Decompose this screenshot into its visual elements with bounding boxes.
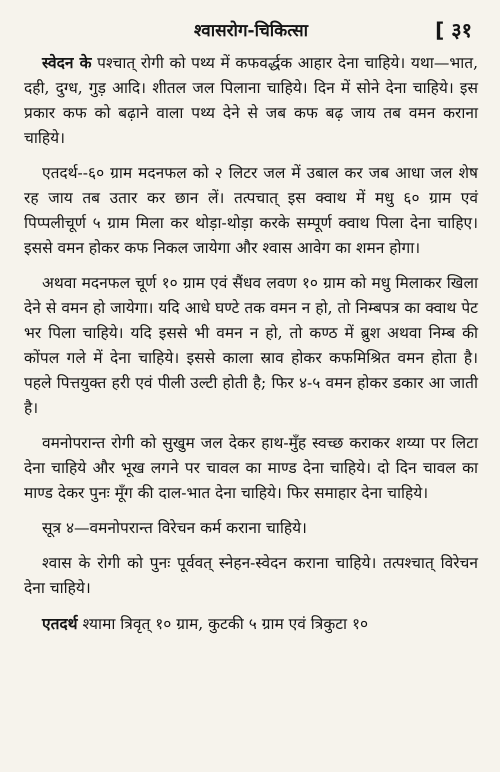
paragraph-text: --६० ग्राम मदनफल को २ लिटर जल में उबाल कर जब आधा जल शेष रह जाय तब उतार कर छान लें। तत्पचात् इस क्वाथ में मधु ६० ग्राम एवं पिप्पलीचूर्ण ५ ग्राम मिला कर थोड़ा-थोड़ा करके सम्पूर्ण क्वाथ पिला देना चाहिए। इससे वमन होकर कफ निकल जायेगा और श्वास आवेग का शमन होगा। [24, 164, 478, 257]
paragraph-madanphal-kwath [24, 161, 478, 261]
paragraph-snehan-swedan [24, 551, 478, 601]
page-body [24, 50, 478, 637]
paragraph-swedan [24, 50, 478, 151]
paragraph-text: श्यामा त्रिवृत् १० ग्राम, कुटकी ५ ग्राम एवं त्रिकुटा १० [77, 615, 369, 633]
paragraph-virechan-yoga [24, 611, 478, 637]
paragraph-lead: स्वेदन के [42, 53, 92, 72]
sutra-text: सूत्र ४—वमनोपरान्त विरेचन कर्म कराना चाहिये। [42, 519, 307, 537]
page-number: [ ३१ [435, 18, 472, 42]
paragraph-text: वमनोपरान्त रोगी को सुखुम जल देकर हाथ-मुँह स्वच्छ कराकर शय्या पर लिटा देना चाहिये और भूख लगने पर चावल का माण्ड देना चाहिये। दो दिन चावल का माण्ड देकर पुनः मूँग की दाल-भात देना चाहिये। फिर समाहार देना चाहिये। [24, 434, 478, 502]
paragraph-madanphal-churna [24, 271, 478, 421]
paragraph-lead: एतदर्थ [42, 614, 78, 633]
paragraph-text: श्वास के रोगी को पुनः पूर्ववत् स्नेहन-स्वेदन कराना चाहिये। तत्पश्चात् विरेचन देना चाहिये। [24, 554, 478, 597]
paragraph-vamanoparant [24, 431, 478, 506]
paragraph-text: अथवा मदनफल चूर्ण १० ग्राम एवं सैंधव लवण १० ग्राम को मधु मिलाकर खिला देने से वमन हो जायेगा। यदि आधे घण्टे तक वमन न हो, तो निम्बपत्र का क्वाथ पेट भर पिला चाहिये। यदि इससे भी वमन न हो, तो कण्ठ में ब्रुश अथवा निम्ब की कोंपल गले में देना चाहिये। इससे काला स्राव होकर कफमिश्रित वमन होता है। पहले पित्तयुक्त हरी एवं पीली उल्टी होती है; फिर ४-५ वमन होकर डकार आ जाती है। [24, 274, 478, 417]
paragraph-lead: एतदर्थ [42, 164, 78, 182]
paragraph-text: पश्चात् रोगी को पथ्य में कफवर्द्धक आहार देना चाहिये। यथा—भात, दही, दुग्ध, गुड़ आदि। शीतल जल पिलाना चाहिये। दिन में सोने देना चाहिये। इस प्रकार कफ को बढ़ाने वाला पथ्य देने से जब कफ बढ़ जाय तब वमन कराना चाहिये। [24, 54, 478, 147]
running-title: श्वासरोग-चिकित्सा [194, 21, 308, 41]
page-header [24, 14, 478, 50]
sutra-heading [24, 516, 478, 541]
